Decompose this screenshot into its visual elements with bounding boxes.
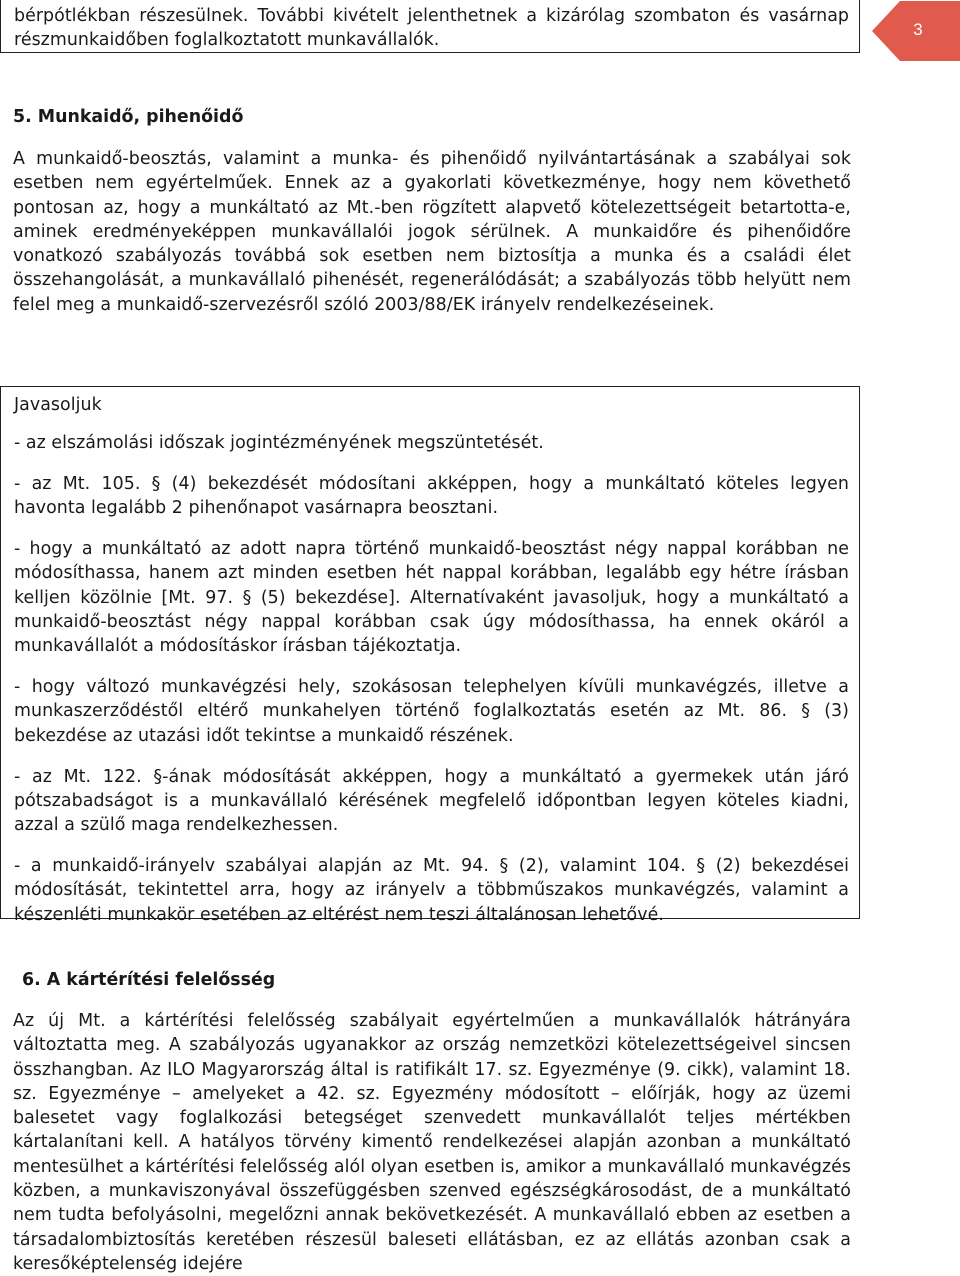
proposal-item: - hogy a munkáltató az adott napra történő munkaidő-beosztást négy nappal korábban ne módosíthassa, hanem azt minden esetben hét nappal korábban, legalább egy hétre írásban kelljen közölnie [Mt. 97. § (5) bekezdése]. Alternatívaként javasoljuk, hogy a munkáltató a munkaidő-beosztást négy nappal korábban csak úgy módosíthassa, ha ennek okáról a munkavállalót a módosításkor írásban tájékoztatja. <box>14 539 849 657</box>
section-5-heading: 5. Munkaidő, pihenőidő <box>13 107 244 127</box>
continued-text-box <box>0 0 860 53</box>
proposal-item: - az Mt. 122. §-ának módosítását akképpen, hogy a munkáltató a gyermekek után járó pótszabadságot is a munkavállaló kérésének megfelelő időpontban legyen köteles kiadni, azzal a szülő maga rendelkezhessen. <box>14 766 849 836</box>
proposal-item: - az Mt. 105. § (4) bekezdését módosítani akképpen, hogy a munkáltató köteles legyen havonta legalább 2 pihenőnapot vasárnapra beosztani. <box>14 474 849 519</box>
proposal-item: - a munkaidő-irányelv szabályai alapján az Mt. 94. § (2), valamint 104. § (2) bekezdései módosítását, tekintettel arra, hogy az irányelv a többműszakos munkavégzés, valamint a készenléti munkakör esetében az eltérést nem teszi általánosan lehetővé. <box>14 855 849 925</box>
proposals-lead: Javasoljuk <box>14 395 102 415</box>
continued-paragraph: bérpótlékban részesülnek. További kivételt jelenthetnek a kizárólag szombaton és vasárnap részmunkaidőben foglalkoztatott munkavállalók. <box>14 6 849 51</box>
proposal-item: - az elszámolási időszak jogintézményének megszüntetését. <box>14 433 544 454</box>
section-6-heading: 6. A kártérítési felelősség <box>22 970 276 990</box>
section-5-body: A munkaidő-beosztás, valamint a munka- és pihenőidő nyilvántartásának a szabályai sok esetben nem egyértelműek. Ennek az a gyakorlati következménye, hogy nem követhető pontosan az, hogy a munkáltató az Mt.-ben rögzített alapvető kötelezettségeit betartotta-e, aminek eredményeképpen munkavállalói jogok sérülnek. A munkaidőre és pihenőidőre vonatkozó szabályozás továbbá sok esetben nem biztosítja a munka és a családi élet összehangolását, a munkavállaló pihenését, regenerálódását; a szabályozás több helyütt nem felel meg a munkaidő-szervezésről szóló 2003/88/EK irányelv rendelkezéseinek. <box>13 149 851 315</box>
section-6-body: Az új Mt. a kártérítési felelősség szabályait egyértelműen a munkavállalók hátrányára változtatta meg. A szabályozás ugyanakkor az ország nemzetközi kötelezettségeivel sincsen összhangban. Az ILO Magyarország által is ratifikált 17. sz. Egyezménye (9. cikk), valamint 18. sz. Egyezménye – amelyeket a 42. sz. Egyezmény módosított – előírják, hogy az üzemi balesetet vagy foglalkozási betegséget szenvedett munkavállalót teljes mértékben kártalanítani kell. A hatályos törvény kimentő rendelkezései alapján azonban a munkáltató mentesülhet a kártérítési felelősség alól olyan esetben is, amikor a munkavállaló munkavégzés közben, a munkaviszonyával összefüggésben szenved egészségkárosodást, de a munkáltató nem tudta befolyásolni, megelőzni annak bekövetkezését. A munkavállaló ebben az esetben a társadalombiztosítás keretében részesül baleseti ellátásban, ez az ellátás azonban csak a keresőképtelenség idejére <box>13 1011 851 1274</box>
proposals-box <box>0 386 860 925</box>
page-number: 3 <box>913 20 923 39</box>
proposal-item: - hogy változó munkavégzési hely, szokásosan telephelyen kívüli munkavégzés, illetve a munkaszerződéstől eltérő munkahelyen történő foglalkoztatás esetén az Mt. 86. § (3) bekezdése az utazási időt tekintse a munkaidő részének. <box>14 677 849 746</box>
